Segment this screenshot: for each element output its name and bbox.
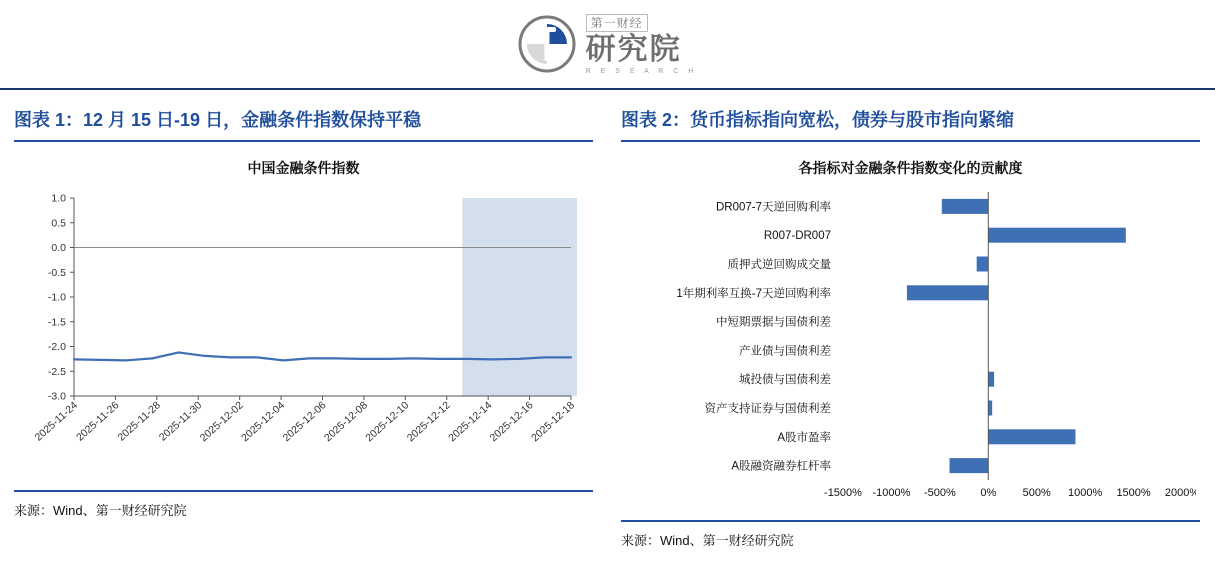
y-tick-label: -1.5 (47, 316, 66, 329)
bar-category-label: 产业债与国债利差 (739, 345, 831, 358)
x-tick-label: 2025-12-18 (529, 399, 578, 445)
panels-container (0, 90, 1215, 549)
header-logo-bar (0, 0, 1215, 90)
x-tick-label: 2025-12-10 (363, 399, 412, 445)
brand-logo (518, 14, 698, 75)
bar (988, 429, 1075, 444)
line-chart (14, 184, 593, 484)
panel-right (607, 90, 1214, 549)
bar-category-label: 质押式逆回购成交量 (727, 259, 831, 271)
y-tick-label: -1.0 (47, 291, 66, 304)
x-tick-label: 2025-11-24 (32, 399, 81, 444)
bar (988, 401, 992, 416)
x-tick-label: 2025-11-30 (156, 399, 205, 444)
y-tick-label: -2.5 (47, 365, 66, 378)
line-chart-canvas (14, 184, 589, 484)
x-tick-label: -500% (923, 487, 956, 499)
bar-category-label: R007-DR007 (763, 230, 831, 243)
panel-left (0, 90, 607, 549)
bar (907, 285, 988, 300)
x-tick-label: 2025-12-14 (446, 399, 495, 445)
bar-category-label: A股市盈率 (777, 431, 831, 444)
bar-category-label: DR007-7天逆回购利率 (715, 201, 831, 214)
brand-subtitle: R E S E A R C H (585, 67, 698, 75)
x-tick-label: 0% (980, 487, 997, 499)
x-tick-label: 2025-12-16 (487, 399, 536, 445)
y-tick-label: -0.5 (47, 266, 66, 279)
bar-chart-canvas (621, 184, 1196, 514)
x-tick-label: 2025-12-12 (404, 399, 453, 445)
bar (950, 458, 989, 473)
x-tick-label: 2025-11-28 (115, 399, 163, 444)
brand-name: 研究院 (585, 32, 682, 66)
bar-category-label: 资产支持证券与国债利差 (704, 403, 831, 415)
bar-category-label: 中短期票据与国债利差 (716, 316, 831, 329)
bar-chart (621, 184, 1200, 514)
x-tick-label: 2000% (1164, 487, 1196, 499)
bar (977, 257, 989, 272)
right-source (621, 520, 1200, 549)
bar-category-label: 城投债与国债利差 (739, 374, 831, 387)
x-tick-label: 2025-12-04 (239, 399, 288, 445)
x-tick-label: 2025-12-02 (197, 399, 246, 445)
highlight-band (462, 198, 577, 396)
bar (988, 228, 1126, 243)
x-tick-label: 1000% (1068, 487, 1103, 499)
bar (942, 199, 988, 214)
left-source-label: 来源：Wind、第一财经研究院 (14, 503, 187, 518)
circle-swirl-logo-icon (518, 15, 576, 73)
line-chart-title: 中国金融条件指数 (247, 160, 360, 176)
right-panel-title: 图表 2：货币指标指向宽松，债券与股市指向紧缩 (621, 90, 1200, 142)
x-tick-label: 500% (1022, 487, 1051, 499)
x-tick-label: -1000% (872, 487, 911, 499)
y-tick-label: 0.0 (51, 242, 66, 254)
y-tick-label: -3.0 (47, 390, 66, 403)
bar-category-label: 1年期利率互换-7天逆回购利率 (676, 287, 831, 300)
x-tick-label: 2025-12-06 (280, 399, 329, 445)
y-tick-label: -2.0 (47, 341, 66, 353)
left-source (14, 490, 593, 519)
bar-category-label: A股融资融券杠杆率 (731, 460, 831, 473)
brand-tag: 第一财经 (586, 14, 648, 32)
bar (988, 372, 994, 387)
y-tick-label: 1.0 (51, 192, 66, 205)
x-tick-label: 2025-11-26 (74, 399, 122, 444)
left-panel-title: 图表 1：12 月 15 日-19 日，金融条件指数保持平稳 (14, 90, 593, 142)
bar-chart-title: 各指标对金融条件指数变化的贡献度 (798, 160, 1023, 176)
y-tick-label: 0.5 (51, 217, 66, 230)
x-tick-label: -1500% (824, 487, 862, 499)
right-source-label: 来源：Wind、第一财经研究院 (621, 533, 794, 548)
x-tick-label: 2025-12-08 (321, 399, 370, 445)
brand-text-block (586, 14, 698, 75)
x-tick-label: 1500% (1116, 487, 1151, 499)
